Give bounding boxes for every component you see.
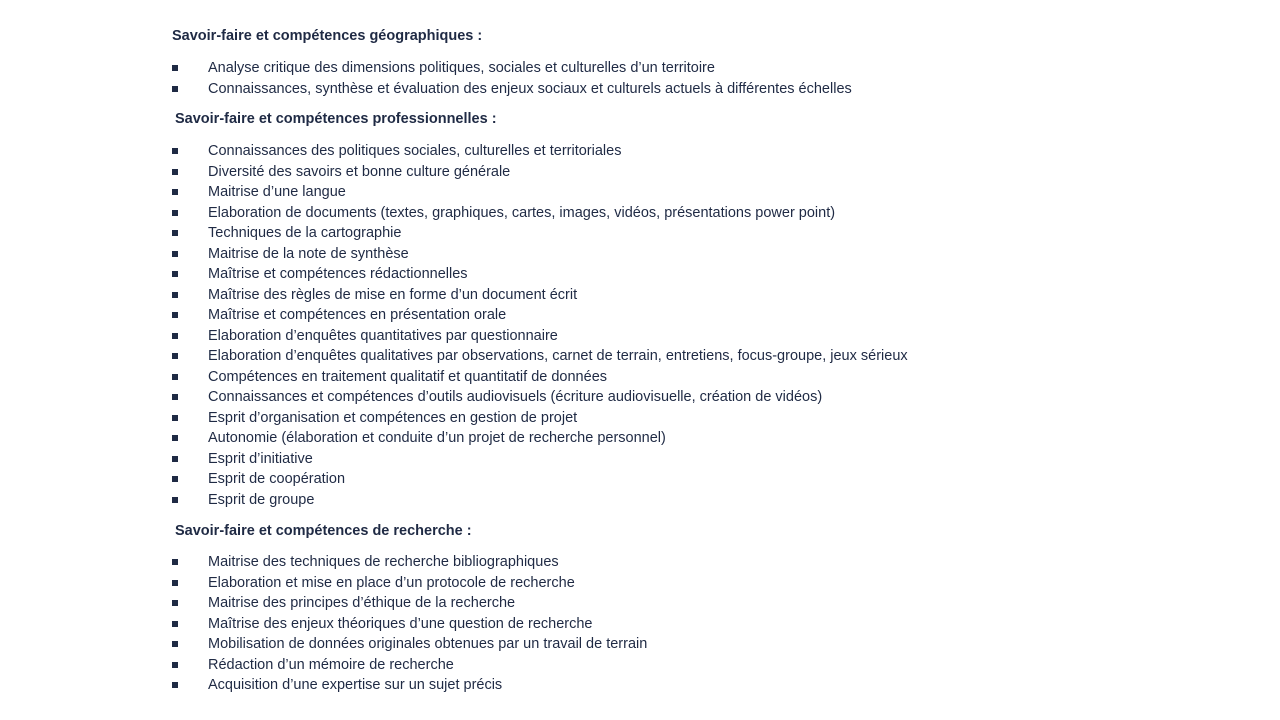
list-item-text: Analyse critique des dimensions politiques, sociales et culturelles d’un territoire: [208, 60, 715, 76]
list-item-text: Diversité des savoirs et bonne culture générale: [208, 163, 511, 180]
list-item-text: Maitrise de la note de synthèse: [208, 245, 409, 262]
square-bullet-icon: [172, 682, 178, 688]
list-item-text: Elaboration d’enquêtes qualitatives par observations, carnet de terrain, entretiens, focus-groupe, jeux sérieux: [208, 348, 908, 364]
square-bullet-icon: [172, 497, 178, 503]
list-item-text: Connaissances des politiques sociales, culturelles et territoriales: [208, 143, 622, 159]
square-bullet-icon: [172, 456, 178, 462]
square-bullet-icon: [172, 148, 178, 154]
square-bullet-icon: [172, 476, 178, 482]
list-item-text: Esprit de coopération: [208, 471, 346, 487]
list-item-text: Connaissances, synthèse et évaluation des enjeux sociaux et culturels actuels à différentes échelles: [208, 80, 852, 97]
list-item-text: Mobilisation de données originales obtenues par un travail de terrain: [208, 636, 648, 652]
square-bullet-icon: [172, 189, 178, 195]
list-item-text: Maitrise des techniques de recherche bibliographiques: [208, 554, 559, 570]
square-bullet-icon: [172, 559, 178, 565]
list-item-text: Maitrise d’une langue: [208, 184, 346, 200]
square-bullet-icon: [172, 621, 178, 627]
square-bullet-icon: [172, 415, 178, 421]
list-item-text: Compétences en traitement qualitatif et quantitatif de données: [208, 368, 608, 385]
square-bullet-icon: [172, 641, 178, 647]
list-item-text: Esprit de groupe: [208, 491, 315, 508]
square-bullet-icon: [172, 600, 178, 606]
section-heading-professionnelles: Savoir-faire et compétences professionnelles :: [175, 111, 497, 127]
list-item-text: Elaboration et mise en place d’un protocole de recherche: [208, 574, 575, 591]
square-bullet-icon: [172, 251, 178, 257]
list-item-text: Elaboration d’enquêtes quantitatives par questionnaire: [208, 327, 558, 344]
square-bullet-icon: [172, 271, 178, 277]
section-heading-geographiques: Savoir-faire et compétences géographiques :: [172, 28, 483, 44]
list-item-text: Maîtrise des règles de mise en forme d’un document écrit: [208, 286, 578, 303]
section-heading-recherche: Savoir-faire et compétences de recherche :: [175, 523, 472, 539]
list-item-text: Autonomie (élaboration et conduite d’un projet de recherche personnel): [208, 430, 666, 446]
list-item-text: Elaboration de documents (textes, graphiques, cartes, images, vidéos, présentations power point): [208, 204, 836, 221]
square-bullet-icon: [172, 394, 178, 400]
list-item-text: Esprit d’initiative: [208, 450, 313, 467]
list-item-text: Acquisition d’une expertise sur un sujet précis: [208, 677, 503, 693]
square-bullet-icon: [172, 580, 178, 586]
list-item-text: Techniques de la cartographie: [208, 225, 402, 241]
square-bullet-icon: [172, 86, 178, 92]
list-item-text: Connaissances et compétences d’outils audiovisuels (écriture audiovisuelle, création de vidéos): [208, 389, 823, 405]
square-bullet-icon: [172, 65, 178, 71]
list-item-text: Maîtrise des enjeux théoriques d’une question de recherche: [208, 615, 593, 632]
list-item-text: Esprit d’organisation et compétences en gestion de projet: [208, 409, 578, 426]
list-item-text: Maitrise des principes d’éthique de la recherche: [208, 595, 516, 611]
square-bullet-icon: [172, 374, 178, 380]
square-bullet-icon: [172, 353, 178, 359]
square-bullet-icon: [172, 230, 178, 236]
square-bullet-icon: [172, 662, 178, 668]
list-item-text: Maîtrise et compétences rédactionnelles: [208, 266, 468, 282]
square-bullet-icon: [172, 210, 178, 216]
square-bullet-icon: [172, 333, 178, 339]
square-bullet-icon: [172, 312, 178, 318]
list-item-text: Maîtrise et compétences en présentation orale: [208, 307, 507, 323]
list-item-text: Rédaction d’un mémoire de recherche: [208, 656, 454, 673]
square-bullet-icon: [172, 169, 178, 175]
square-bullet-icon: [172, 435, 178, 441]
square-bullet-icon: [172, 292, 178, 298]
